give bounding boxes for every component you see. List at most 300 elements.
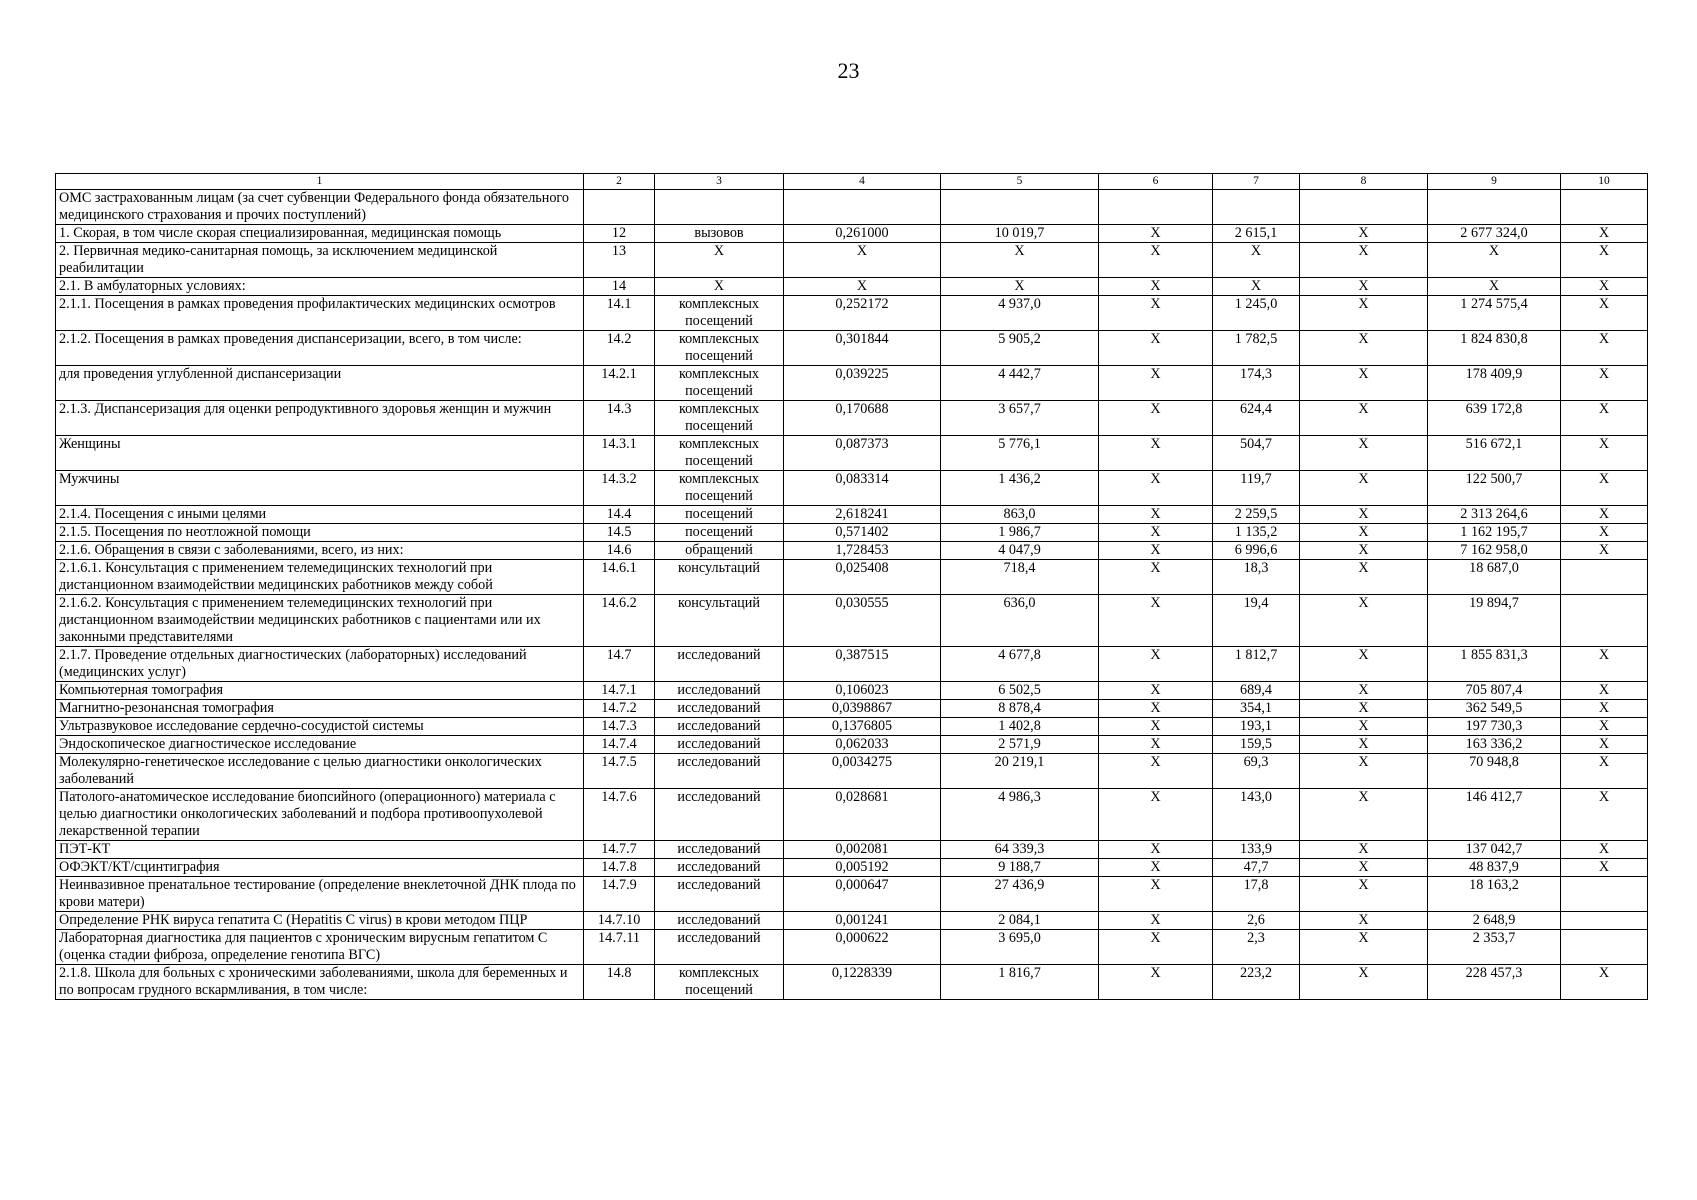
- header-cell: 9: [1428, 174, 1561, 190]
- row-value-8: X: [1300, 736, 1428, 754]
- row-value-10: X: [1561, 718, 1648, 736]
- row-value-8: X: [1300, 877, 1428, 912]
- row-value-8: X: [1300, 506, 1428, 524]
- row-name: 2.1.7. Проведение отдельных диагностических (лабораторных) исследований (медицинских услуг): [56, 647, 584, 682]
- row-code: 14.7.3: [584, 718, 655, 736]
- row-value-10: [1561, 595, 1648, 647]
- row-unit: комплексных посещений: [655, 965, 784, 1000]
- table-row: [56, 331, 1648, 366]
- row-value-6: X: [1099, 506, 1213, 524]
- row-value-6: X: [1099, 841, 1213, 859]
- row-value-4: 0,1228339: [784, 965, 941, 1000]
- row-value-8: X: [1300, 542, 1428, 560]
- row-value-9: 146 412,7: [1428, 789, 1561, 841]
- row-code: 14.2: [584, 331, 655, 366]
- row-name: ПЭТ-КТ: [56, 841, 584, 859]
- row-value-9: 7 162 958,0: [1428, 542, 1561, 560]
- row-value-7: 1 812,7: [1213, 647, 1300, 682]
- row-value-5: 20 219,1: [941, 754, 1099, 789]
- row-code: 14.3: [584, 401, 655, 436]
- row-value-10: X: [1561, 647, 1648, 682]
- row-name: Эндоскопическое диагностическое исследование: [56, 736, 584, 754]
- row-value-10: X: [1561, 736, 1648, 754]
- row-value-8: X: [1300, 296, 1428, 331]
- row-value-5: 5 905,2: [941, 331, 1099, 366]
- row-value-8: X: [1300, 700, 1428, 718]
- row-value-10: [1561, 560, 1648, 595]
- row-value-5: 10 019,7: [941, 225, 1099, 243]
- row-value-7: 2,6: [1213, 912, 1300, 930]
- row-value-10: X: [1561, 682, 1648, 700]
- row-code: 14.7.10: [584, 912, 655, 930]
- row-value-6: X: [1099, 595, 1213, 647]
- row-unit: обращений: [655, 542, 784, 560]
- row-unit: комплексных посещений: [655, 401, 784, 436]
- row-value-8: [1300, 190, 1428, 225]
- row-value-5: [941, 190, 1099, 225]
- row-value-6: X: [1099, 754, 1213, 789]
- row-code: 14.6.1: [584, 560, 655, 595]
- table-row: [56, 278, 1648, 296]
- row-value-9: 70 948,8: [1428, 754, 1561, 789]
- row-value-8: X: [1300, 718, 1428, 736]
- header-cell: 7: [1213, 174, 1300, 190]
- row-value-4: X: [784, 243, 941, 278]
- row-code: 14.6: [584, 542, 655, 560]
- row-name: 2.1.6.2. Консультация с применением телемедицинских технологий при дистанционном взаимодействии медицинских работников с пациентами или их законными представителями: [56, 595, 584, 647]
- row-name: Определение РНК вируса гепатита С (Hepatitis C virus) в крови методом ПЦР: [56, 912, 584, 930]
- row-value-8: X: [1300, 225, 1428, 243]
- row-value-8: X: [1300, 912, 1428, 930]
- row-value-8: X: [1300, 965, 1428, 1000]
- row-name: Женщины: [56, 436, 584, 471]
- row-value-10: X: [1561, 965, 1648, 1000]
- table-row: [56, 841, 1648, 859]
- row-value-9: 516 672,1: [1428, 436, 1561, 471]
- row-value-9: 19 894,7: [1428, 595, 1561, 647]
- row-value-7: 174,3: [1213, 366, 1300, 401]
- row-code: [584, 190, 655, 225]
- row-value-6: X: [1099, 700, 1213, 718]
- row-unit: комплексных посещений: [655, 331, 784, 366]
- row-value-6: X: [1099, 471, 1213, 506]
- row-value-4: 0,028681: [784, 789, 941, 841]
- row-value-7: 689,4: [1213, 682, 1300, 700]
- row-value-7: 223,2: [1213, 965, 1300, 1000]
- row-value-9: 362 549,5: [1428, 700, 1561, 718]
- row-value-5: 27 436,9: [941, 877, 1099, 912]
- header-cell: 3: [655, 174, 784, 190]
- row-value-5: 3 695,0: [941, 930, 1099, 965]
- row-value-8: X: [1300, 859, 1428, 877]
- row-value-7: 159,5: [1213, 736, 1300, 754]
- row-unit: исследований: [655, 754, 784, 789]
- row-value-4: 0,005192: [784, 859, 941, 877]
- row-value-7: 69,3: [1213, 754, 1300, 789]
- row-value-7: 47,7: [1213, 859, 1300, 877]
- page-number: 23: [837, 58, 860, 83]
- row-unit: X: [655, 243, 784, 278]
- row-value-7: 354,1: [1213, 700, 1300, 718]
- row-value-4: 0,0034275: [784, 754, 941, 789]
- table-row: [56, 436, 1648, 471]
- table-row: [56, 401, 1648, 436]
- row-value-4: [784, 190, 941, 225]
- row-value-6: X: [1099, 225, 1213, 243]
- row-value-9: 197 730,3: [1428, 718, 1561, 736]
- table-row: [56, 190, 1648, 225]
- row-name: 2.1.3. Диспансеризация для оценки репродуктивного здоровья женщин и мужчин: [56, 401, 584, 436]
- row-name: 2.1.4. Посещения с иными целями: [56, 506, 584, 524]
- row-value-10: X: [1561, 243, 1648, 278]
- row-value-6: X: [1099, 718, 1213, 736]
- row-value-5: 863,0: [941, 506, 1099, 524]
- row-value-6: X: [1099, 401, 1213, 436]
- row-name: ОФЭКТ/КТ/сцинтиграфия: [56, 859, 584, 877]
- row-value-4: 0,001241: [784, 912, 941, 930]
- row-value-10: X: [1561, 841, 1648, 859]
- table-row: [56, 471, 1648, 506]
- row-value-6: X: [1099, 789, 1213, 841]
- row-value-4: 0,387515: [784, 647, 941, 682]
- row-value-8: X: [1300, 471, 1428, 506]
- row-value-6: X: [1099, 524, 1213, 542]
- row-value-10: [1561, 190, 1648, 225]
- row-value-6: X: [1099, 436, 1213, 471]
- row-code: 14.1: [584, 296, 655, 331]
- row-value-4: 0,571402: [784, 524, 941, 542]
- row-value-4: 0,062033: [784, 736, 941, 754]
- table-row: [56, 700, 1648, 718]
- row-name: Магнитно-резонансная томография: [56, 700, 584, 718]
- row-value-7: 504,7: [1213, 436, 1300, 471]
- row-value-5: X: [941, 243, 1099, 278]
- row-value-4: X: [784, 278, 941, 296]
- row-unit: комплексных посещений: [655, 366, 784, 401]
- row-value-9: X: [1428, 278, 1561, 296]
- row-name: 2.1.6.1. Консультация с применением телемедицинских технологий при дистанционном взаимодействии медицинских работников между собой: [56, 560, 584, 595]
- row-value-9: 639 172,8: [1428, 401, 1561, 436]
- row-value-8: X: [1300, 789, 1428, 841]
- row-code: 14.3.2: [584, 471, 655, 506]
- row-unit: исследований: [655, 859, 784, 877]
- row-value-8: X: [1300, 595, 1428, 647]
- row-value-6: X: [1099, 278, 1213, 296]
- row-value-4: 2,618241: [784, 506, 941, 524]
- row-value-5: 636,0: [941, 595, 1099, 647]
- row-code: 14.7.2: [584, 700, 655, 718]
- row-value-5: 6 502,5: [941, 682, 1099, 700]
- row-value-4: 0,025408: [784, 560, 941, 595]
- row-code: 14.2.1: [584, 366, 655, 401]
- row-code: 14.7.11: [584, 930, 655, 965]
- row-value-6: X: [1099, 912, 1213, 930]
- row-value-4: 0,252172: [784, 296, 941, 331]
- row-value-7: 2,3: [1213, 930, 1300, 965]
- row-value-6: X: [1099, 877, 1213, 912]
- row-value-9: 137 042,7: [1428, 841, 1561, 859]
- row-value-10: [1561, 930, 1648, 965]
- row-unit: посещений: [655, 524, 784, 542]
- row-value-6: X: [1099, 366, 1213, 401]
- row-name: 2. Первичная медико-санитарная помощь, за исключением медицинской реабилитации: [56, 243, 584, 278]
- row-value-8: X: [1300, 366, 1428, 401]
- row-value-4: 1,728453: [784, 542, 941, 560]
- row-value-5: 5 776,1: [941, 436, 1099, 471]
- row-code: 14.8: [584, 965, 655, 1000]
- row-value-5: 2 571,9: [941, 736, 1099, 754]
- row-value-4: 0,106023: [784, 682, 941, 700]
- row-value-4: 0,000647: [784, 877, 941, 912]
- row-value-4: 0,1376805: [784, 718, 941, 736]
- row-unit: [655, 190, 784, 225]
- row-code: 14.7.9: [584, 877, 655, 912]
- row-unit: исследований: [655, 877, 784, 912]
- row-value-9: 1 162 195,7: [1428, 524, 1561, 542]
- row-value-5: 4 047,9: [941, 542, 1099, 560]
- row-value-10: X: [1561, 278, 1648, 296]
- row-value-5: 4 677,8: [941, 647, 1099, 682]
- row-value-6: X: [1099, 965, 1213, 1000]
- table-row: [56, 859, 1648, 877]
- table-row: [56, 542, 1648, 560]
- row-code: 14.5: [584, 524, 655, 542]
- row-value-6: X: [1099, 296, 1213, 331]
- header-cell: 10: [1561, 174, 1648, 190]
- row-value-7: 17,8: [1213, 877, 1300, 912]
- table-row: [56, 296, 1648, 331]
- row-value-7: [1213, 190, 1300, 225]
- row-value-5: 4 937,0: [941, 296, 1099, 331]
- row-value-9: 705 807,4: [1428, 682, 1561, 700]
- row-value-4: 0,039225: [784, 366, 941, 401]
- row-value-6: [1099, 190, 1213, 225]
- row-name: для проведения углубленной диспансеризации: [56, 366, 584, 401]
- row-value-10: X: [1561, 754, 1648, 789]
- row-value-8: X: [1300, 331, 1428, 366]
- row-value-8: X: [1300, 560, 1428, 595]
- row-unit: исследований: [655, 841, 784, 859]
- row-value-7: 133,9: [1213, 841, 1300, 859]
- row-value-9: 2 648,9: [1428, 912, 1561, 930]
- row-value-8: X: [1300, 754, 1428, 789]
- row-value-4: 0,301844: [784, 331, 941, 366]
- row-value-5: 4 986,3: [941, 789, 1099, 841]
- table-row: [56, 560, 1648, 595]
- row-value-7: 2 615,1: [1213, 225, 1300, 243]
- row-value-6: X: [1099, 930, 1213, 965]
- row-code: 14.7: [584, 647, 655, 682]
- row-unit: исследований: [655, 736, 784, 754]
- row-value-9: 163 336,2: [1428, 736, 1561, 754]
- row-name: Неинвазивное пренатальное тестирование (определение внеклеточной ДНК плода по крови матери): [56, 877, 584, 912]
- row-value-8: X: [1300, 436, 1428, 471]
- row-code: 14.4: [584, 506, 655, 524]
- row-unit: комплексных посещений: [655, 471, 784, 506]
- row-unit: посещений: [655, 506, 784, 524]
- row-code: 14: [584, 278, 655, 296]
- row-unit: исследований: [655, 700, 784, 718]
- row-value-8: X: [1300, 401, 1428, 436]
- row-value-10: X: [1561, 225, 1648, 243]
- row-unit: исследований: [655, 912, 784, 930]
- row-value-7: 2 259,5: [1213, 506, 1300, 524]
- row-value-7: 119,7: [1213, 471, 1300, 506]
- row-value-10: X: [1561, 506, 1648, 524]
- data-table: [55, 173, 1648, 1000]
- row-name: Лабораторная диагностика для пациентов с хроническим вирусным гепатитом С (оценка стадии фиброза, определение генотипа ВГС): [56, 930, 584, 965]
- row-value-5: X: [941, 278, 1099, 296]
- row-code: 14.7.6: [584, 789, 655, 841]
- row-unit: исследований: [655, 718, 784, 736]
- row-unit: X: [655, 278, 784, 296]
- row-value-9: 122 500,7: [1428, 471, 1561, 506]
- table-row: [56, 912, 1648, 930]
- row-value-9: 18 687,0: [1428, 560, 1561, 595]
- row-value-10: X: [1561, 789, 1648, 841]
- header-cell: 5: [941, 174, 1099, 190]
- row-value-10: X: [1561, 401, 1648, 436]
- row-value-5: 1 436,2: [941, 471, 1099, 506]
- row-value-5: 718,4: [941, 560, 1099, 595]
- row-name: 1. Скорая, в том числе скорая специализированная, медицинская помощь: [56, 225, 584, 243]
- row-value-8: X: [1300, 243, 1428, 278]
- row-name: Компьютерная томография: [56, 682, 584, 700]
- row-value-7: X: [1213, 278, 1300, 296]
- row-code: 12: [584, 225, 655, 243]
- row-unit: консультаций: [655, 595, 784, 647]
- header-cell: 8: [1300, 174, 1428, 190]
- row-value-4: 0,083314: [784, 471, 941, 506]
- table-row: [56, 965, 1648, 1000]
- table-row: [56, 506, 1648, 524]
- row-unit: исследований: [655, 789, 784, 841]
- row-value-8: X: [1300, 647, 1428, 682]
- row-value-7: 193,1: [1213, 718, 1300, 736]
- table-row: [56, 718, 1648, 736]
- row-value-10: X: [1561, 859, 1648, 877]
- row-value-5: 2 084,1: [941, 912, 1099, 930]
- header-cell: 2: [584, 174, 655, 190]
- row-unit: комплексных посещений: [655, 296, 784, 331]
- row-name: 2.1.8. Школа для больных с хроническими заболеваниями, школа для беременных и по вопросам грудного вскармливания, в том числе:: [56, 965, 584, 1000]
- row-value-10: X: [1561, 331, 1648, 366]
- row-value-9: X: [1428, 243, 1561, 278]
- row-code: 14.6.2: [584, 595, 655, 647]
- row-code: 14.7.1: [584, 682, 655, 700]
- row-value-9: 18 163,2: [1428, 877, 1561, 912]
- row-unit: исследований: [655, 682, 784, 700]
- row-value-10: X: [1561, 436, 1648, 471]
- row-value-7: 18,3: [1213, 560, 1300, 595]
- row-name: ОМС застрахованным лицам (за счет субвенции Федерального фонда обязательного медицинского страхования и прочих поступлений): [56, 190, 584, 225]
- table-row: [56, 647, 1648, 682]
- row-value-9: 1 855 831,3: [1428, 647, 1561, 682]
- table-row: [56, 682, 1648, 700]
- row-value-9: 1 824 830,8: [1428, 331, 1561, 366]
- row-unit: вызовов: [655, 225, 784, 243]
- row-value-5: 64 339,3: [941, 841, 1099, 859]
- row-value-7: 143,0: [1213, 789, 1300, 841]
- row-unit: консультаций: [655, 560, 784, 595]
- table-row: [56, 595, 1648, 647]
- table-header-row: [56, 174, 1648, 190]
- row-value-9: 2 677 324,0: [1428, 225, 1561, 243]
- row-value-10: X: [1561, 542, 1648, 560]
- row-value-7: 1 782,5: [1213, 331, 1300, 366]
- row-name: Патолого-анатомическое исследование биопсийного (операционного) материала с целью диагностики онкологических заболеваний и подбора противоопухолевой лекарственной терапии: [56, 789, 584, 841]
- row-value-6: X: [1099, 542, 1213, 560]
- header-cell: 4: [784, 174, 941, 190]
- row-value-5: 1 816,7: [941, 965, 1099, 1000]
- header-cell: 1: [56, 174, 584, 190]
- row-value-10: X: [1561, 366, 1648, 401]
- row-value-9: 1 274 575,4: [1428, 296, 1561, 331]
- row-value-4: 0,030555: [784, 595, 941, 647]
- row-name: 2.1.1. Посещения в рамках проведения профилактических медицинских осмотров: [56, 296, 584, 331]
- row-value-9: 48 837,9: [1428, 859, 1561, 877]
- table-row: [56, 243, 1648, 278]
- row-value-10: [1561, 877, 1648, 912]
- table-row: [56, 930, 1648, 965]
- row-unit: комплексных посещений: [655, 436, 784, 471]
- row-value-7: 1 135,2: [1213, 524, 1300, 542]
- table-row: [56, 754, 1648, 789]
- row-code: 14.7.7: [584, 841, 655, 859]
- row-value-5: 1 986,7: [941, 524, 1099, 542]
- row-value-9: 2 353,7: [1428, 930, 1561, 965]
- row-value-8: X: [1300, 930, 1428, 965]
- table-row: [56, 524, 1648, 542]
- row-code: 14.7.5: [584, 754, 655, 789]
- row-code: 14.3.1: [584, 436, 655, 471]
- row-value-4: 0,0398867: [784, 700, 941, 718]
- row-unit: исследований: [655, 647, 784, 682]
- row-code: 13: [584, 243, 655, 278]
- row-value-10: [1561, 912, 1648, 930]
- row-value-9: [1428, 190, 1561, 225]
- row-value-7: X: [1213, 243, 1300, 278]
- row-value-9: 178 409,9: [1428, 366, 1561, 401]
- row-code: 14.7.8: [584, 859, 655, 877]
- row-value-6: X: [1099, 647, 1213, 682]
- row-value-5: 4 442,7: [941, 366, 1099, 401]
- table-row: [56, 877, 1648, 912]
- row-value-8: X: [1300, 524, 1428, 542]
- row-name: 2.1.2. Посещения в рамках проведения диспансеризации, всего, в том числе:: [56, 331, 584, 366]
- row-value-9: 2 313 264,6: [1428, 506, 1561, 524]
- row-value-9: 228 457,3: [1428, 965, 1561, 1000]
- row-value-8: X: [1300, 682, 1428, 700]
- row-value-6: X: [1099, 736, 1213, 754]
- row-value-10: X: [1561, 296, 1648, 331]
- row-value-4: 0,261000: [784, 225, 941, 243]
- row-value-5: 8 878,4: [941, 700, 1099, 718]
- row-value-5: 3 657,7: [941, 401, 1099, 436]
- row-value-4: 0,170688: [784, 401, 941, 436]
- row-value-6: X: [1099, 243, 1213, 278]
- row-name: Мужчины: [56, 471, 584, 506]
- row-value-6: X: [1099, 560, 1213, 595]
- row-name: Молекулярно-генетическое исследование с целью диагностики онкологических заболеваний: [56, 754, 584, 789]
- row-value-6: X: [1099, 859, 1213, 877]
- table-row: [56, 366, 1648, 401]
- table-row: [56, 736, 1648, 754]
- row-name: Ультразвуковое исследование сердечно-сосудистой системы: [56, 718, 584, 736]
- table-row: [56, 789, 1648, 841]
- row-value-4: 0,087373: [784, 436, 941, 471]
- row-name: 2.1. В амбулаторных условиях:: [56, 278, 584, 296]
